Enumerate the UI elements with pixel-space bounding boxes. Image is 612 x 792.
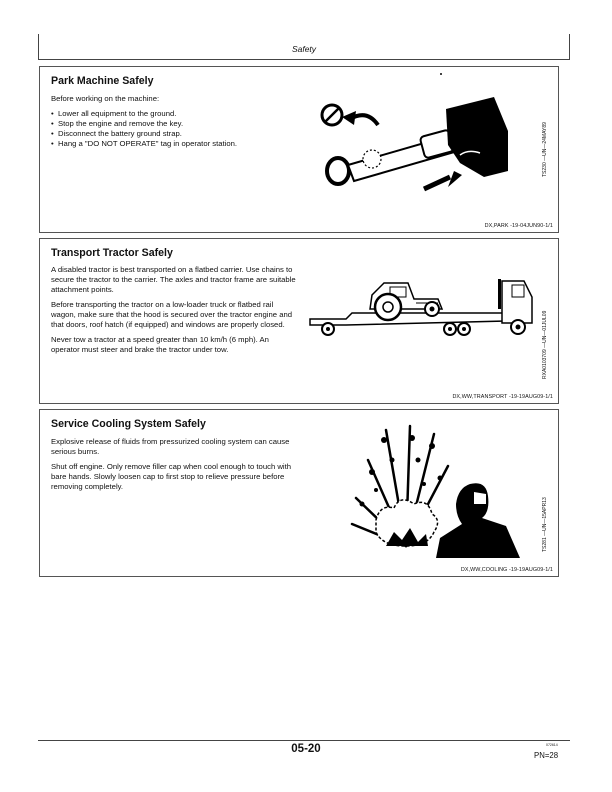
tractor-on-trailer-illustration bbox=[306, 269, 536, 349]
section-title: Transport Tractor Safely bbox=[51, 247, 173, 259]
image-code: TS281 —UN—15APR13 bbox=[542, 497, 548, 552]
speck bbox=[440, 73, 442, 75]
section-title: Park Machine Safely bbox=[51, 75, 154, 87]
paragraph: Never tow a tractor at a speed greater than 10 km/h (6 mph). An operator must steer and brake the tractor under tow. bbox=[51, 335, 269, 354]
bullet-item: • Lower all equipment to the ground. bbox=[51, 109, 296, 119]
paragraph: A disabled tractor is best transported on a flatbed carrier. Use chains to secure the tractor to the carrier. The axles and tractor frame are suitable attachment points. bbox=[51, 265, 296, 294]
section-body bbox=[51, 265, 296, 360]
paragraph: Explosive release of fluids from pressurized cooling system can cause serious burns. bbox=[51, 437, 290, 456]
page-number: 05-20 bbox=[291, 743, 321, 755]
pressurized-coolant-burst-illustration bbox=[336, 420, 526, 558]
footer-small-code: 072614 bbox=[546, 743, 558, 747]
header-divider bbox=[38, 59, 570, 60]
reference-code: DX,WW,TRANSPORT -19-19AUG09-1/1 bbox=[452, 394, 553, 400]
section-park-machine bbox=[39, 66, 559, 233]
section-title: Service Cooling System Safely bbox=[51, 418, 206, 430]
section-body bbox=[51, 437, 296, 497]
section-body bbox=[51, 94, 296, 149]
bullet-item: • Disconnect the battery ground strap. bbox=[51, 129, 296, 139]
intro-text: Before working on the machine: bbox=[51, 94, 160, 103]
bullet-list bbox=[51, 109, 296, 149]
key-removal-illustration bbox=[312, 91, 552, 221]
paragraph: Before transporting the tractor on a low-loader truck or flatbed rail wagon, make sure that the hood is secured over the tractor engine and that doors, roof hatch (if equipped) and windows are properly closed. bbox=[51, 300, 293, 329]
section-service-cooling bbox=[39, 409, 559, 577]
bullet-item: • Hang a "DO NOT OPERATE" tag in operator station. bbox=[51, 139, 296, 149]
image-code: TS230 —UN—24MAY89 bbox=[542, 122, 548, 177]
reference-code: DX,WW,COOLING -19-19AUG09-1/1 bbox=[460, 567, 553, 573]
section-transport-tractor bbox=[39, 238, 559, 404]
image-code: RXA0103709 —UN—01JUL09 bbox=[542, 310, 548, 379]
paragraph: Shut off engine. Only remove filler cap when cool enough to touch with bare hands. Slowly loosen cap to first stop to relieve pressure before removing completely. bbox=[51, 462, 292, 491]
footer-pn: PN=28 bbox=[534, 751, 559, 760]
page-header-title: Safety bbox=[291, 44, 317, 54]
bullet-item: • Stop the engine and remove the key. bbox=[51, 119, 296, 129]
reference-code: DX,PARK -19-04JUN90-1/1 bbox=[484, 223, 553, 229]
footer-divider bbox=[38, 740, 570, 741]
